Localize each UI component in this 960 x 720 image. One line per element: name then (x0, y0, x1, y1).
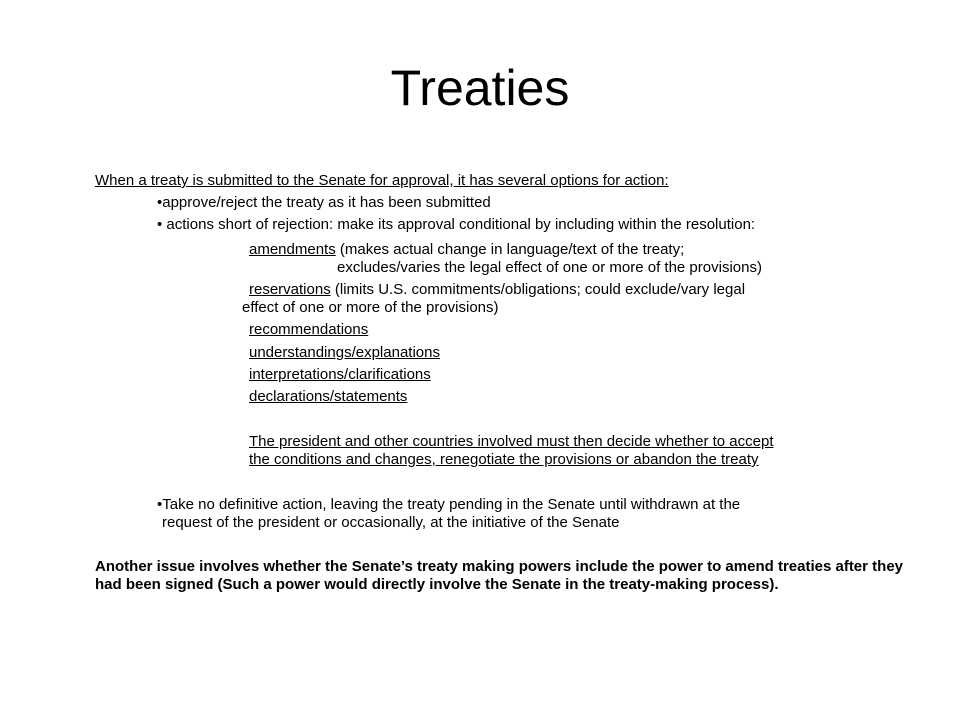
condition-item-understandings: understandings/explanations (249, 344, 440, 361)
condition-item-recommendations: recommendations (249, 321, 369, 338)
amendments-line1 (249, 241, 684, 259)
condition-item-interpretations: interpretations/clarifications (249, 366, 431, 383)
option-approve-reject: •approve/reject the treaty as it has been submitted (157, 194, 491, 211)
amendments-desc: (makes actual change in language/text of the treaty; (335, 241, 685, 258)
president-note-line1: The president and other countries involved must then decide whether to accept (249, 433, 774, 450)
slide-title: Treaties (390, 60, 570, 116)
option-no-action-line1: •Take no definitive action, leaving the treaty pending in the Senate until withdrawn at the (157, 496, 741, 513)
option-short-of-rejection: • actions short of rejection: make its approval conditional by including within the resolution: (157, 216, 756, 233)
reservations-desc: (limits U.S. commitments/obligations; could exclude/vary legal (330, 281, 746, 298)
reservations-term: reservations (249, 281, 331, 298)
option-no-action-line2: request of the president or occasionally, at the initiative of the Senate (162, 514, 620, 531)
reservations-line2: effect of one or more of the provisions) (242, 299, 499, 316)
amendments-line2: excludes/varies the legal effect of one or more of the provisions) (337, 259, 762, 276)
amendments-term: amendments (249, 241, 336, 258)
reservations-line1 (249, 281, 745, 299)
intro-text: When a treaty is submitted to the Senate for approval, it has several options for action: (95, 172, 669, 189)
condition-item-declarations: declarations/statements (249, 388, 408, 405)
closing-paragraph: Another issue involves whether the Senate’s treaty making powers include the power to amend treaties after they had been signed (Such a power would directly involve the Senate in the treaty-making process). (95, 558, 904, 593)
president-note-line2: the conditions and changes, renegotiate the provisions or abandon the treaty (249, 451, 759, 468)
